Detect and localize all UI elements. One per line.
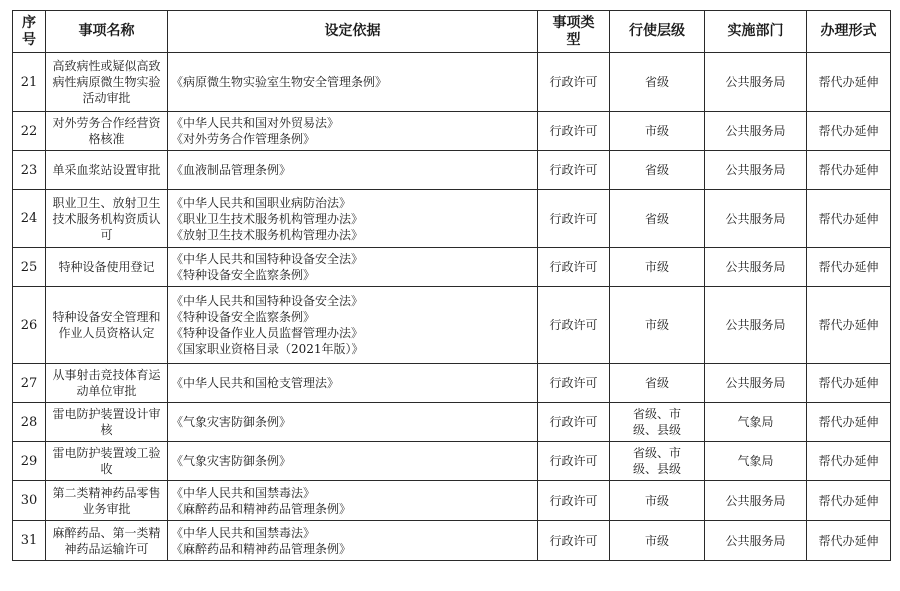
handling-form: 帮代办延伸 — [807, 364, 891, 403]
items-table — [12, 10, 891, 561]
item-name: 特种设备安全管理和作业人员资格认定 — [46, 287, 168, 364]
table-row — [13, 53, 891, 112]
legal-basis-line: 《中华人民共和国枪支管理法》 — [171, 376, 340, 390]
item-type: 行政许可 — [538, 521, 610, 561]
table-row — [13, 112, 891, 151]
legal-basis — [168, 151, 538, 190]
department: 公共服务局 — [705, 481, 807, 521]
department: 公共服务局 — [705, 521, 807, 561]
item-type: 行政许可 — [538, 248, 610, 287]
department: 气象局 — [705, 442, 807, 481]
legal-basis-line: 《气象灾害防御条例》 — [171, 415, 292, 429]
item-name: 职业卫生、放射卫生技术服务机构资质认可 — [46, 190, 168, 248]
legal-basis — [168, 481, 538, 521]
admin-level: 市级 — [610, 248, 705, 287]
row-number: 29 — [13, 442, 46, 481]
legal-basis-line: 《血液制品管理条例》 — [171, 163, 292, 177]
item-type: 行政许可 — [538, 112, 610, 151]
department: 公共服务局 — [705, 364, 807, 403]
admin-level: 市级 — [610, 112, 705, 151]
item-name: 特种设备使用登记 — [46, 248, 168, 287]
row-number: 31 — [13, 521, 46, 561]
admin-level: 市级 — [610, 481, 705, 521]
department: 公共服务局 — [705, 53, 807, 112]
admin-level: 省级 — [610, 151, 705, 190]
legal-basis — [168, 287, 538, 364]
legal-basis-line: 《中华人民共和国禁毒法》 — [171, 525, 316, 540]
department: 公共服务局 — [705, 112, 807, 151]
header-row — [13, 11, 891, 53]
handling-form: 帮代办延伸 — [807, 442, 891, 481]
row-number: 28 — [13, 403, 46, 442]
row-number: 27 — [13, 364, 46, 403]
legal-basis-line: 《对外劳务合作管理条例》 — [171, 132, 316, 146]
legal-basis — [168, 403, 538, 442]
item-name: 对外劳务合作经营资格核准 — [46, 112, 168, 151]
handling-form: 帮代办延伸 — [807, 151, 891, 190]
item-name: 雷电防护装置竣工验收 — [46, 442, 168, 481]
handling-form: 帮代办延伸 — [807, 190, 891, 248]
department: 气象局 — [705, 403, 807, 442]
admin-level: 省级、市级、县级 — [610, 403, 705, 442]
item-type: 行政许可 — [538, 287, 610, 364]
handling-form: 帮代办延伸 — [807, 53, 891, 112]
legal-basis-line: 《中华人民共和国禁毒法》 — [171, 485, 316, 500]
legal-basis-line: 《放射卫生技术服务机构管理办法》 — [171, 227, 364, 242]
admin-level: 市级 — [610, 287, 705, 364]
legal-basis-line: 《特种设备作业人员监督管理办法》 — [171, 326, 364, 340]
legal-basis-line: 《气象灾害防御条例》 — [171, 454, 292, 468]
row-number: 22 — [13, 112, 46, 151]
item-type: 行政许可 — [538, 53, 610, 112]
item-type: 行政许可 — [538, 442, 610, 481]
admin-level: 省级 — [610, 190, 705, 248]
admin-level: 省级、市级、县级 — [610, 442, 705, 481]
legal-basis-line: 《病原微生物实验室生物安全管理条例》 — [171, 75, 388, 89]
table-row — [13, 151, 891, 190]
table-row — [13, 248, 891, 287]
legal-basis-line: 《麻醉药品和精神药品管理条例》 — [171, 541, 352, 556]
item-name: 雷电防护装置设计审核 — [46, 403, 168, 442]
department: 公共服务局 — [705, 151, 807, 190]
handling-form: 帮代办延伸 — [807, 403, 891, 442]
handling-form: 帮代办延伸 — [807, 248, 891, 287]
handling-form: 帮代办延伸 — [807, 112, 891, 151]
row-number: 25 — [13, 248, 46, 287]
legal-basis — [168, 521, 538, 561]
admin-level: 省级 — [610, 364, 705, 403]
header-form: 办理形式 — [807, 11, 891, 53]
handling-form: 帮代办延伸 — [807, 287, 891, 364]
handling-form: 帮代办延伸 — [807, 521, 891, 561]
item-type: 行政许可 — [538, 190, 610, 248]
row-number: 21 — [13, 53, 46, 112]
department: 公共服务局 — [705, 287, 807, 364]
row-number: 24 — [13, 190, 46, 248]
row-number: 30 — [13, 481, 46, 521]
item-type: 行政许可 — [538, 403, 610, 442]
legal-basis-line: 《中华人民共和国特种设备安全法》 — [171, 294, 364, 308]
header-dept: 实施部门 — [705, 11, 807, 53]
legal-basis-line: 《职业卫生技术服务机构管理办法》 — [171, 211, 364, 226]
legal-basis-line: 《中华人民共和国对外贸易法》 — [171, 116, 340, 130]
admin-level: 市级 — [610, 521, 705, 561]
legal-basis-line: 《特种设备安全监察条例》 — [171, 268, 316, 282]
department: 公共服务局 — [705, 190, 807, 248]
legal-basis-line: 《中华人民共和国职业病防治法》 — [171, 195, 352, 210]
item-type: 行政许可 — [538, 481, 610, 521]
legal-basis-line: 《国家职业资格目录（2021年版）》 — [171, 342, 364, 356]
legal-basis — [168, 364, 538, 403]
header-seq: 序号 — [13, 11, 46, 53]
admin-level: 省级 — [610, 53, 705, 112]
table-row — [13, 521, 891, 561]
table-row — [13, 190, 891, 248]
header-level: 行使层级 — [610, 11, 705, 53]
row-number: 23 — [13, 151, 46, 190]
item-name: 第二类精神药品零售业务审批 — [46, 481, 168, 521]
header-basis: 设定依据 — [168, 11, 538, 53]
item-name: 从事射击竞技体育运动单位审批 — [46, 364, 168, 403]
table-row — [13, 442, 891, 481]
row-number: 26 — [13, 287, 46, 364]
legal-basis — [168, 442, 538, 481]
legal-basis-line: 《特种设备安全监察条例》 — [171, 310, 316, 324]
department: 公共服务局 — [705, 248, 807, 287]
item-type: 行政许可 — [538, 364, 610, 403]
legal-basis-line: 《麻醉药品和精神药品管理条例》 — [171, 501, 352, 516]
item-name: 单采血浆站设置审批 — [46, 151, 168, 190]
legal-basis — [168, 53, 538, 112]
item-name: 高致病性或疑似高致病性病原微生物实验活动审批 — [46, 53, 168, 112]
item-type: 行政许可 — [538, 151, 610, 190]
table-row — [13, 364, 891, 403]
legal-basis — [168, 190, 538, 248]
legal-basis-line: 《中华人民共和国特种设备安全法》 — [171, 252, 364, 266]
item-name: 麻醉药品、第一类精神药品运输许可 — [46, 521, 168, 561]
header-name: 事项名称 — [46, 11, 168, 53]
legal-basis — [168, 112, 538, 151]
legal-basis — [168, 248, 538, 287]
table-row — [13, 403, 891, 442]
table-row — [13, 481, 891, 521]
table-row — [13, 287, 891, 364]
handling-form: 帮代办延伸 — [807, 481, 891, 521]
header-type: 事项类型 — [538, 11, 610, 53]
